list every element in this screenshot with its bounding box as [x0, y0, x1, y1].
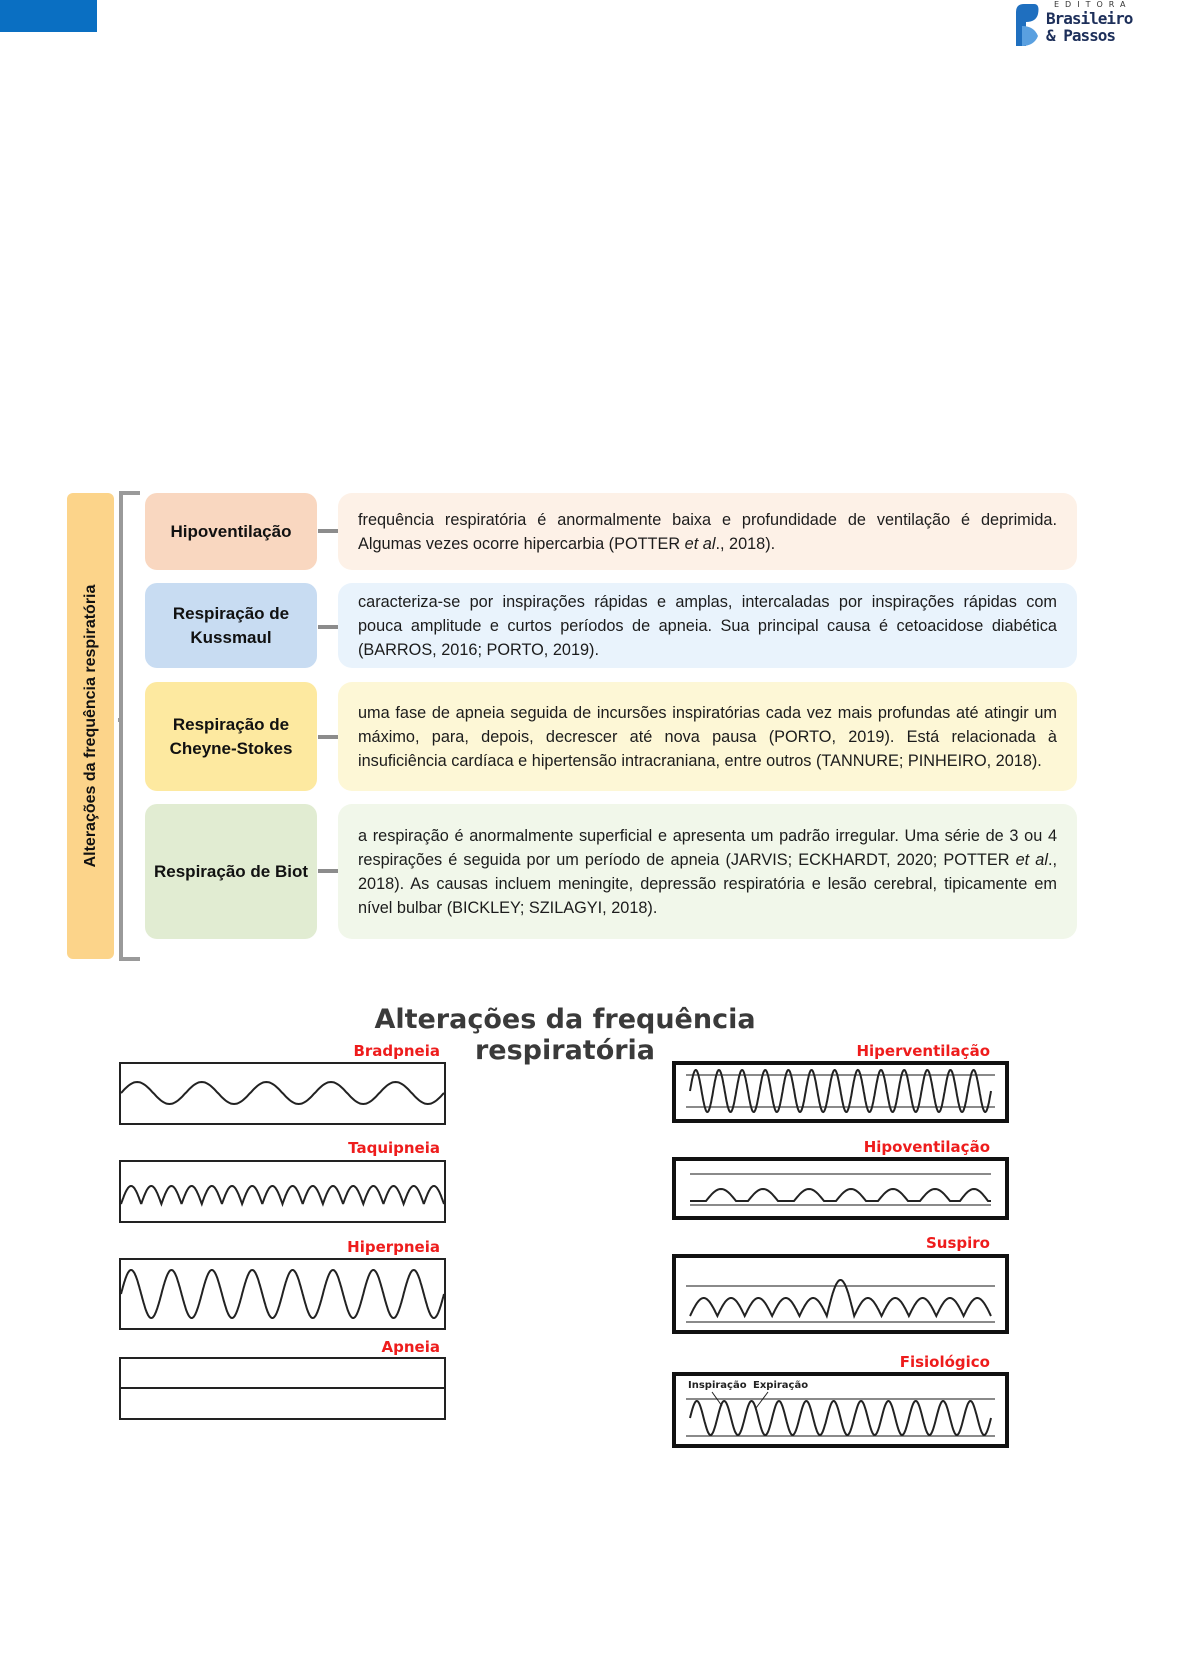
row-title-text: Respiração de Cheyne-Stokes	[169, 714, 293, 758]
row-title-text: Respiração de Kussmaul	[172, 603, 290, 647]
row-title-text: Hipoventilação	[170, 521, 292, 541]
waveform-fisiologico	[690, 1401, 991, 1435]
panel-label-hiperventilacao: Hiperventilação	[856, 1042, 990, 1060]
row-desc-text: a respiração é anormalmente superficial e apresenta um padrão irregular. Uma série de 3 ou 4 respirações é seguida por um período de apneia (JARVIS; ECKHARDT, 2020; POTTER	[358, 826, 1057, 869]
row-connector	[318, 529, 340, 533]
panel-apneia	[119, 1357, 446, 1420]
row-title-biot	[145, 804, 317, 939]
publisher-word: EDITORA	[1054, 0, 1132, 9]
waveform-taquipneia	[121, 1186, 444, 1204]
row-connector	[318, 735, 340, 739]
row-desc-text: uma fase de apneia seguida de incursões inspiratórias cada vez mais profundas até atingir um máximo, para, depois, decrescer até nova pausa (PORTO, 2019). Está relacionada à insuficiência cardíaca e hipertensão intracraniana, entre outros (TANNURE; PINHEIRO, 2018).	[358, 703, 1057, 770]
inspiration-label: Inspiração	[688, 1380, 747, 1391]
panel-label-hipoventilacao: Hipoventilação	[863, 1138, 990, 1156]
row-title-cheyne-stokes	[145, 682, 317, 791]
row-description-hipoventilacao	[338, 493, 1077, 570]
row-description-cheyne-stokes	[338, 682, 1077, 791]
patterns-title: Alterações da frequência respiratória	[374, 1004, 756, 1066]
panel-label-suspiro: Suspiro	[926, 1234, 990, 1252]
waveform-bradpneia	[121, 1082, 444, 1104]
panel-fisiologico	[672, 1372, 1009, 1448]
row-description-kussmaul	[338, 583, 1077, 668]
row-desc-italic: et al	[1015, 850, 1048, 869]
waveform-hiperpneia	[121, 1270, 444, 1318]
concept-map-side-label	[67, 493, 114, 959]
publisher-name-line2: & Passos	[1046, 26, 1116, 45]
panel-label-fisiologico: Fisiológico	[899, 1353, 990, 1371]
row-title-kussmaul	[145, 583, 317, 668]
panel-label-hiperpneia: Hiperpneia	[347, 1238, 440, 1256]
panel-label-taquipneia: Taquipneia	[348, 1139, 440, 1157]
side-label-text: Alterações da frequência respiratória	[81, 584, 99, 868]
row-desc-text: ., 2018). As causas incluem meningite, depressão respiratória e lesão cerebral, tipicamente em nível bulbar (BICKLEY; SZILAGYI, 2018).	[358, 850, 1057, 917]
panel-taquipneia	[119, 1160, 446, 1223]
waveform-hipoventilacao	[690, 1189, 991, 1201]
publisher-name-line1: Brasileiro	[1046, 9, 1133, 28]
panel-label-apneia: Apneia	[381, 1338, 440, 1356]
row-title-hipoventilacao	[145, 493, 317, 570]
row-connector	[318, 625, 340, 629]
row-description-biot	[338, 804, 1077, 939]
row-title-text: Respiração de Biot	[154, 861, 308, 881]
panel-hiperpneia	[119, 1258, 446, 1330]
publisher-logo-icon	[1014, 2, 1040, 46]
panel-hipoventilacao	[672, 1157, 1009, 1220]
row-desc-italic: et al	[684, 534, 716, 553]
panel-bradpneia	[119, 1062, 446, 1125]
header-accent-bar	[0, 0, 97, 32]
waveform-hiperventilacao	[690, 1070, 991, 1112]
panel-suspiro	[672, 1254, 1009, 1334]
expiration-label: Expiração	[753, 1380, 809, 1391]
row-desc-text: frequência respiratória é anormalmente baixa e profundidade de ventilação é deprimida. Algumas vezes ocorre hipercarbia (POTTER	[358, 510, 1057, 553]
row-desc-text: ., 2018).	[715, 534, 776, 553]
row-connector	[318, 869, 340, 873]
row-desc-text: caracteriza-se por inspirações rápidas e amplas, intercaladas por inspirações rápidas com pouca amplitude e curtos períodos de apneia. Sua principal causa é cetoacidose diabética (BARROS, 2016; PORTO, 2019).	[358, 592, 1057, 659]
publisher-logo	[1014, 0, 1133, 48]
expiration-pointer	[756, 1392, 768, 1408]
panel-hiperventilacao	[672, 1061, 1009, 1123]
concept-map-bracket	[118, 490, 148, 962]
panel-label-bradpneia: Bradpneia	[353, 1042, 440, 1060]
